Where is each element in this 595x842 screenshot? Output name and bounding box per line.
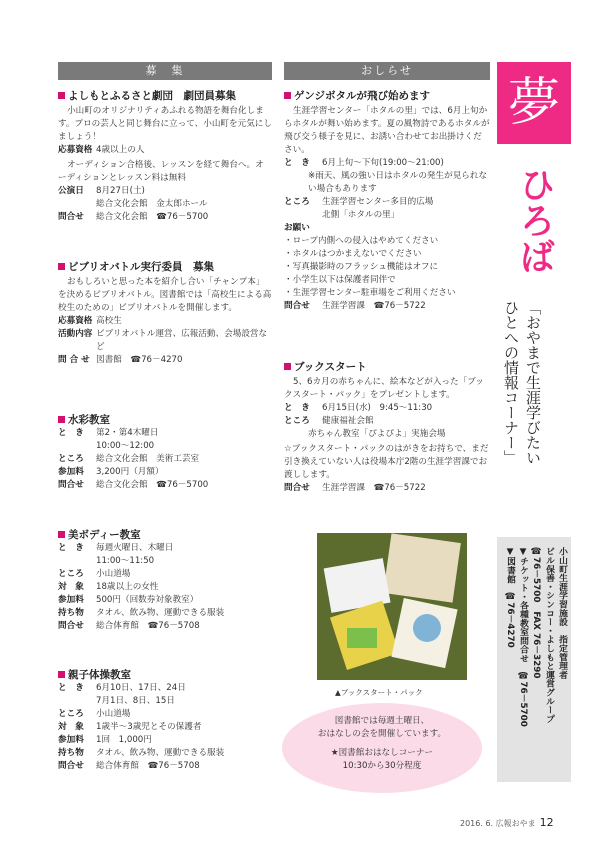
row-value: 6月上旬～下旬(19:00～21:00) <box>322 158 444 168</box>
info-line: ▼図書館 ☎76－4270 <box>505 547 515 648</box>
row-label: 持ち物 <box>58 748 84 758</box>
row-label: 応募資格 <box>58 316 93 326</box>
row-value: 小山道場 <box>96 569 131 579</box>
row-label: 問 合 せ <box>58 355 90 365</box>
row-value: 8月27日(土) <box>96 186 145 196</box>
list-item: ・小学生以下は保護者同伴で <box>284 275 396 285</box>
section-body: 小山町のオリジナリティあふれる物語を舞台化します。プロの芸人と同じ舞台に立って、小山町を元気にしましょう！ <box>58 106 272 142</box>
row-value: 総合文化会館 美術工芸室 <box>96 454 200 464</box>
row-value: 10:00～12:00 <box>96 441 155 451</box>
section-title: 美ボディー教室 <box>68 529 141 541</box>
row-label: と き <box>58 428 84 438</box>
section-body: おもしろいと思った本を紹介し合い「チャンプ本」を決めるビブリオバトル。図書館では「高校生による高校生のための」ビブリオバトルを開催します。 <box>58 277 272 313</box>
row-label: 応募資格 <box>58 145 93 155</box>
section-hotaru <box>284 88 490 313</box>
row-value: 総合文化会館 ☎76－5700 <box>96 480 209 490</box>
list-item: ・生涯学習センター駐車場をご利用ください <box>284 288 456 298</box>
row-value: 18歳以上の女性 <box>96 582 159 592</box>
row-label: と き <box>284 403 310 413</box>
row-label: ところ <box>58 569 84 579</box>
row-value: 毎週火曜日、木曜日 <box>96 543 174 553</box>
row-value: タオル、飲み物、運動できる服装 <box>96 748 225 758</box>
row-value: 11:00～11:50 <box>96 556 155 566</box>
section-extra: オーディション合格後、レッスンを経て舞台へ。オーディションとレッスン料は無料 <box>58 160 264 183</box>
row-value: 4歳以上の人 <box>96 145 145 155</box>
row-label: ところ <box>284 416 310 426</box>
row-label <box>284 209 322 222</box>
boshu-header: 募 集 <box>58 62 272 80</box>
section-title: ブックスタート <box>294 361 367 373</box>
section-title: よしもとふるさと劇団 劇団員募集 <box>68 90 236 102</box>
list-item: ・ホタルはつかまえないでください <box>284 249 422 259</box>
yume-block: 夢 <box>497 62 571 144</box>
list-item: ・ロープ内側への侵入はやめてください <box>284 236 439 246</box>
section-gekidan <box>58 88 272 224</box>
row-value: 北側「ホタルの里」 <box>322 210 400 220</box>
row-value: 3,200円（月額） <box>96 467 164 477</box>
section-note: 赤ちゃん教室「ぴよぴよ」実施会場 <box>308 429 446 439</box>
bubble-line: ★図書館おはなしコーナー <box>330 748 434 758</box>
row-value: 第2・第4木曜日 <box>96 428 159 438</box>
bullet-square-icon <box>58 671 65 678</box>
section-title: ビブリオバトル実行委員 募集 <box>68 261 215 273</box>
row-label: 参加料 <box>58 735 84 745</box>
section-title: 水彩教室 <box>68 414 110 426</box>
bullet-square-icon <box>284 363 291 370</box>
section-bibody <box>58 527 272 633</box>
oshirase-header: おしらせ <box>284 62 490 80</box>
ohanashi-bubble <box>282 703 482 793</box>
row-label: と き <box>58 543 84 553</box>
bubble-line: 10:30から30分程度 <box>342 761 422 771</box>
section-bookstart <box>284 359 490 495</box>
row-value: 高校生 <box>96 316 122 326</box>
row-label: 活動内容 <box>58 329 93 339</box>
row-label <box>58 198 96 211</box>
row-value: ビブリオバトル運営、広報活動、会場設営など <box>96 329 268 352</box>
bubble-line: 図書館では毎週土曜日、 <box>334 716 430 726</box>
row-value: 総合体育館 ☎76－5708 <box>96 621 200 631</box>
info-line: ▼チケット・各種教室問合せ ☎76－5700 <box>518 547 528 727</box>
section-title: ゲンジボタルが飛び始めます <box>294 90 431 102</box>
row-label <box>58 555 96 568</box>
bullet-square-icon <box>58 416 65 423</box>
info-line: ☎76－5700 FAX 76－3290 <box>531 547 541 679</box>
info-line: 小山町生涯学習施設 指定管理者 <box>557 547 567 679</box>
bullet-square-icon <box>284 92 291 99</box>
row-label: 問合せ <box>58 480 84 490</box>
page-number: 12 <box>539 816 554 829</box>
section-suisai <box>58 412 272 492</box>
subtitle-line2: ひとへの情報コーナー」 <box>502 300 520 465</box>
row-label: 公演日 <box>58 186 84 196</box>
section-star: ☆ブックスタート・パックのはがきをお持ちで、まだ引き換えていない人は役場本庁2階の生涯学習課でお渡しします。 <box>284 444 489 480</box>
section-oyako <box>58 667 272 773</box>
row-label <box>58 695 96 708</box>
row-value: 6月15日(水) 9:45～11:30 <box>322 403 433 413</box>
row-value: 生涯学習課 ☎76－5722 <box>322 483 426 493</box>
page-footer <box>460 816 554 829</box>
row-value: タオル、飲み物、運動できる服装 <box>96 608 225 618</box>
row-label: ところ <box>58 709 84 719</box>
bookstart-photo <box>317 533 467 680</box>
onegai-list <box>284 235 490 300</box>
row-label: 対 象 <box>58 722 84 732</box>
info-line: ビル保善・シンコー・よしもと運営グループ <box>544 547 554 723</box>
row-value: 総合体育館 ☎76－5708 <box>96 761 200 771</box>
row-value: 小山道場 <box>96 709 131 719</box>
bullet-square-icon <box>58 92 65 99</box>
row-label: と き <box>58 683 84 693</box>
section-body: 生涯学習センター「ホタルの里」では、6月上旬からホタルが舞い始めます。夏の風物詩であるホタルが飛び交う様子を見に、お誘い合わせてお出掛けください。 <box>284 106 490 155</box>
row-label: ところ <box>58 454 84 464</box>
footer-text: 2016. 6. 広報おやま <box>460 819 536 828</box>
section-biblio <box>58 259 272 367</box>
list-item: ・写真撮影時のフラッシュ機能はオフに <box>284 262 439 272</box>
row-value: 生涯学習課 ☎76－5722 <box>322 301 426 311</box>
row-label: 問合せ <box>284 483 310 493</box>
row-value: 図書館 ☎76－4270 <box>96 355 183 365</box>
row-label: 問合せ <box>284 301 310 311</box>
row-label: 参加料 <box>58 595 84 605</box>
row-value: 7月1日、8日、15日 <box>96 696 175 706</box>
hiroba-title: ひろば <box>514 166 555 274</box>
bullet-square-icon <box>58 531 65 538</box>
bullet-square-icon <box>58 263 65 270</box>
row-value: 1回 1,000円 <box>96 735 152 745</box>
row-label <box>58 440 96 453</box>
row-label: と き <box>284 158 310 168</box>
row-value: 健康福祉会館 <box>322 416 374 426</box>
row-value: 6月10日、17日、24日 <box>96 683 186 693</box>
row-label: 対 象 <box>58 582 84 592</box>
row-value: 500円（回数券対象教室） <box>96 595 199 605</box>
section-title: 親子体操教室 <box>68 669 131 681</box>
row-label: 持ち物 <box>58 608 84 618</box>
row-label: 問合せ <box>58 761 84 771</box>
section-note: ※雨天、風の強い日はホタルの発生が見られない場合もあります <box>308 171 488 194</box>
onegai-label: お願い <box>284 223 310 233</box>
row-label: ところ <box>284 197 310 207</box>
row-value: 1歳半～3歳児とその保護者 <box>96 722 202 732</box>
row-label: 参加料 <box>58 467 84 477</box>
row-value: 総合文化会館 ☎76－5700 <box>96 212 209 222</box>
subtitle-line1: 「おやまで生涯学びたい <box>524 300 542 465</box>
row-label: 問合せ <box>58 621 84 631</box>
row-value: 総合文化会館 金太郎ホール <box>96 199 208 209</box>
photo-caption: ▲ブックスタート・パック <box>335 688 423 697</box>
bubble-line: おはなしの会を開催しています。 <box>317 729 447 739</box>
row-label: 問合せ <box>58 212 84 222</box>
section-body: 5、6カ月の赤ちゃんに、絵本などが入った「ブックスタート・パック」をプレゼントします。 <box>284 377 484 400</box>
row-value: 生涯学習センター多目的広場 <box>322 197 434 207</box>
